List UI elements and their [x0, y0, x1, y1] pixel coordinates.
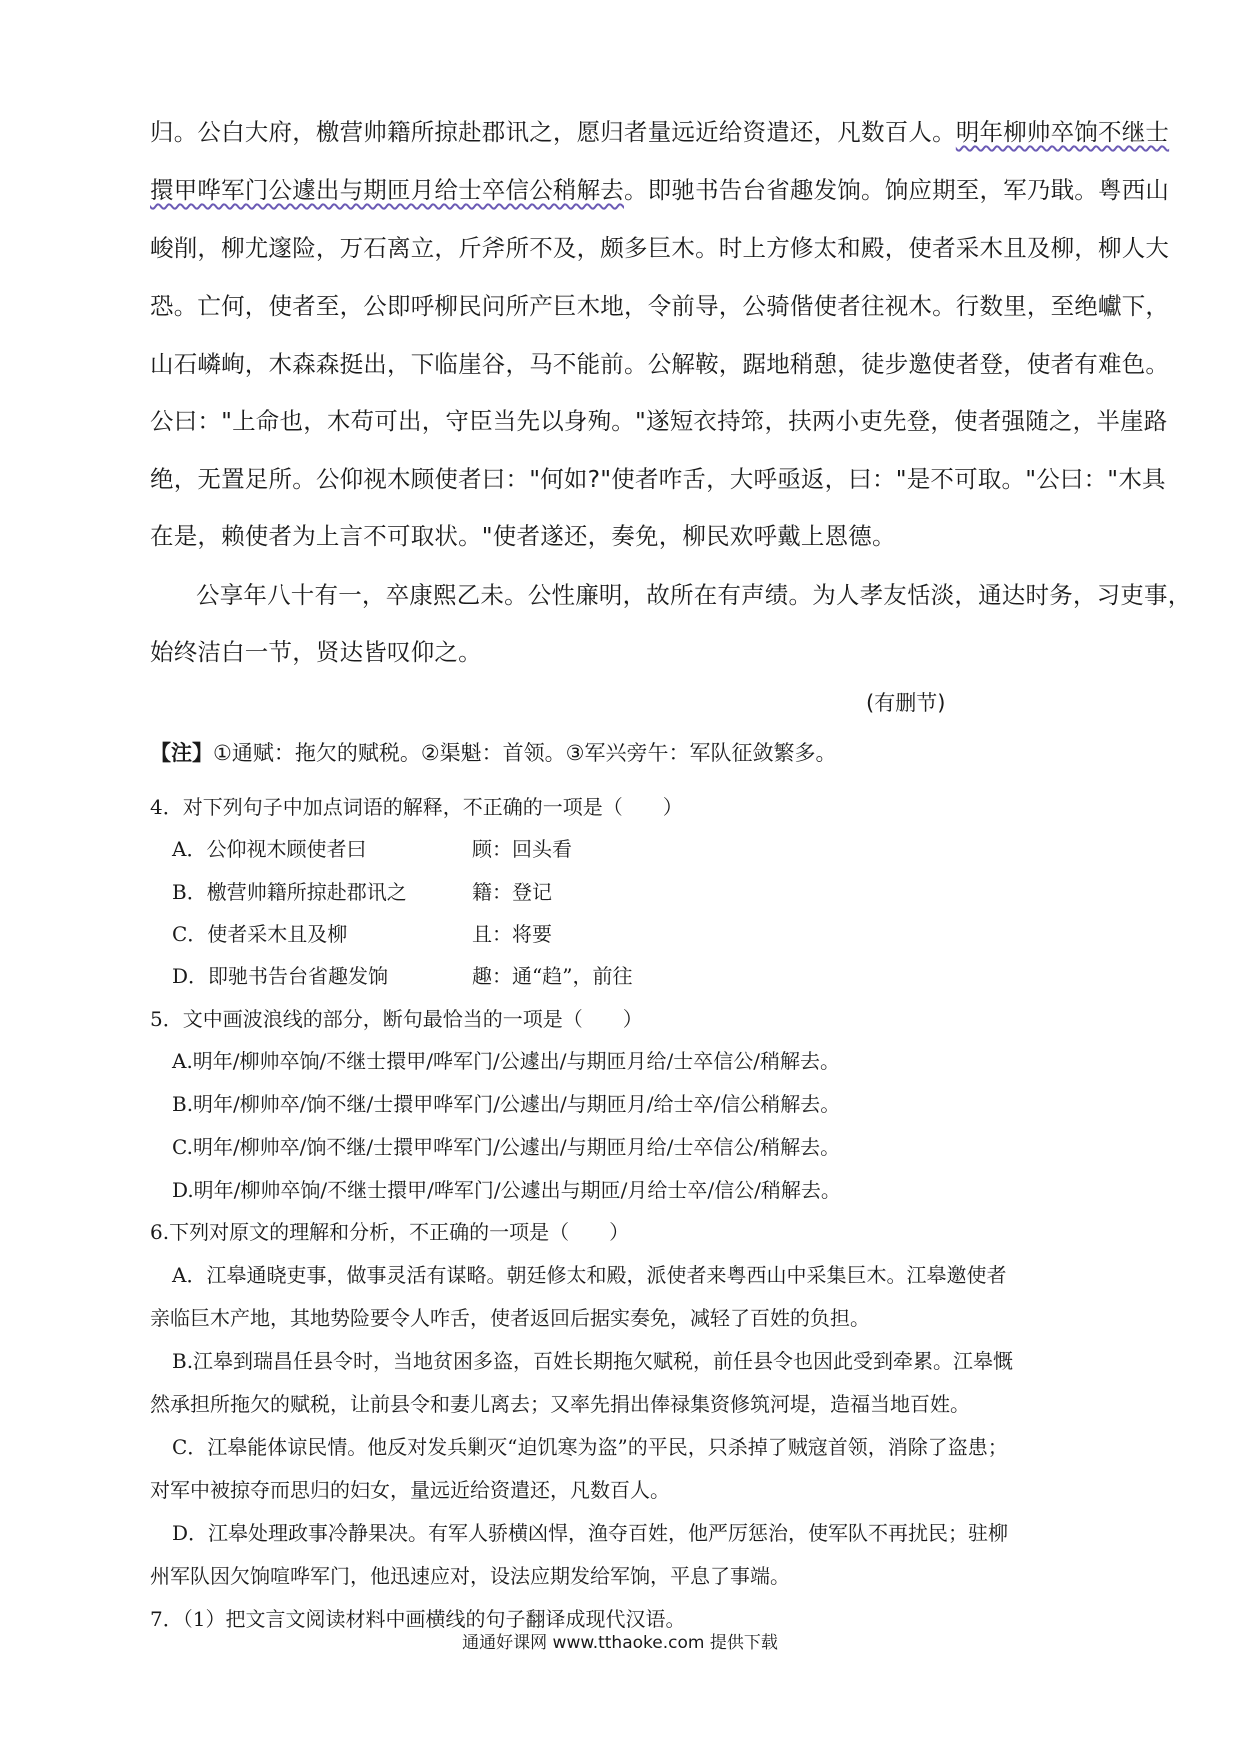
question-6-option-d-line-2: 州军队因欠饷喧哗军门，他迅速应对，设法应期发给军饷，平息了事端。	[150, 1564, 790, 1588]
question-4-option-c-explain: 且：将要	[472, 922, 552, 946]
passage-line-6: 公曰："上命也，木苟可出，守臣当先以身殉。"遂短衣持筇，扶两小吏先登，使者强随之，半崖路	[150, 407, 1168, 435]
passage-line-8: 在是，赖使者为上言不可取状。"使者遂还，奏免，柳民欢呼戴上恩德。	[150, 522, 896, 550]
question-4-option-d-explain: 趣：通“趋”，前往	[472, 964, 633, 988]
question-4-option-b: B．檄营帅籍所掠赴郡讯之	[172, 880, 407, 904]
question-4-option-a: A．公仰视木顾使者曰	[172, 837, 367, 861]
passage-line-2	[150, 175, 1170, 205]
question-4-option-b-explain: 籍：登记	[472, 880, 552, 904]
question-4-stem: 4．对下列句子中加点词语的解释，不正确的一项是（ ）	[150, 795, 683, 819]
passage-para2-line-2: 始终洁白一节，贤达皆叹仰之。	[150, 638, 482, 666]
question-5-option-d: D.明年/柳帅卒饷/不继士擐甲/哗军门/公遽出与期匝/月给士卒/信公/稍解去。	[172, 1178, 841, 1202]
wavy-underlined-text: 明年柳帅卒饷不继士	[955, 118, 1170, 146]
question-4-option-d: D．即驰书告台省趣发饷	[172, 964, 389, 988]
passage-line-3: 峻削，柳尤邃险，万石离立，斤斧所不及，颇多巨木。时上方修太和殿，使者采木且及柳，柳人大	[150, 234, 1170, 262]
question-4-option-a-explain: 顾：回头看	[472, 837, 572, 861]
footnote	[150, 738, 836, 768]
page-footer: 通通好课网 www.tthaoke.com 提供下载	[462, 1633, 778, 1653]
question-6-option-b-line-1: B.江皋到瑞昌任县令时，当地贫困多盗，百姓长期拖欠赋税，前任县令也因此受到牵累。江皋慨	[172, 1349, 1014, 1373]
question-5-option-b: B.明年/柳帅卒/饷不继/士擐甲哗军门/公遽出/与期匝月/给士卒/信公稍解去。	[172, 1092, 841, 1116]
passage-line-1	[150, 117, 1170, 147]
question-6-option-a-line-2: 亲临巨木产地，其地势险要令人咋舌，使者返回后据实奏免，减轻了百姓的负担。	[150, 1306, 870, 1330]
question-5-option-c: C.明年/柳帅卒/饷不继/士擐甲哗军门/公遽出/与期匝月给/士卒信公/稍解去。	[172, 1135, 841, 1159]
question-6-option-d-line-1: D．江皋处理政事冷静果决。有军人骄横凶悍，渔夺百姓，他严厉惩治，使军队不再扰民；驻柳	[172, 1521, 1009, 1545]
question-4-option-c: C．使者采木且及柳	[172, 922, 348, 946]
passage-line-4: 恐。亡何，使者至，公即呼柳民问所产巨木地，令前导，公骑偕使者往视木。行数里，至绝巘下，	[150, 292, 1170, 320]
footnote-text: ①通赋：拖欠的赋税。②渠魁：首领。③军兴旁午：军队征敛繁多。	[213, 741, 837, 765]
passage-text: 归。公白大府，檄营帅籍所掠赴郡讯之，愿归者量远近给资遣还，凡数百人。	[150, 118, 956, 146]
passage-line-5: 山石嶙峋，木森森挺出，下临崖谷，马不能前。公解鞍，踞地稍憩，徒步邀使者登，使者有难色。	[150, 350, 1170, 378]
question-6-option-c-line-1: C．江皋能体谅民情。他反对发兵剿灭“迫饥寒为盗”的平民，只杀掉了贼寇首领，消除了盗患；	[172, 1435, 1008, 1459]
question-6-stem: 6.下列对原文的理解和分析，不正确的一项是（ ）	[150, 1220, 630, 1244]
passage-text: 。即驰书告台省趣发饷。饷应期至，军乃戢。粤西山	[624, 176, 1170, 204]
question-5-option-a: A.明年/柳帅卒饷/不继士擐甲/哗军门/公遽出/与期匝月给/士卒信公/稍解去。	[172, 1049, 840, 1073]
question-6-option-b-line-2: 然承担所拖欠的赋税，让前县令和妻儿离去；又率先捐出俸禄集资修筑河堤，造福当地百姓。	[150, 1392, 970, 1416]
source-note: (有删节)	[866, 691, 946, 715]
question-7-stem: 7．（1）把文言文阅读材料中画横线的句子翻译成现代汉语。	[150, 1607, 686, 1631]
footnote-label: 【注】	[150, 741, 213, 765]
question-5-stem: 5．文中画波浪线的部分，断句最恰当的一项是（ ）	[150, 1007, 643, 1031]
passage-para2-line-1: 公享年八十有一，卒康熙乙未。公性廉明，故所在有声绩。为人孝友恬淡，通达时务，习吏事，	[196, 581, 1192, 609]
passage-line-7: 绝，无置足所。公仰视木顾使者曰："何如?"使者咋舌，大呼亟返，曰："是不可取。"公曰："木具	[150, 465, 1166, 493]
wavy-underlined-text: 擐甲哗军门公遽出与期匝月给士卒信公稍解去	[150, 176, 624, 204]
question-6-option-c-line-2: 对军中被掠夺而思归的妇女，量远近给资遣还，凡数百人。	[150, 1478, 670, 1502]
question-6-option-a-line-1: A．江皋通晓吏事，做事灵活有谋略。朝廷修太和殿，派使者来粤西山中采集巨木。江皋邀使者	[172, 1263, 1007, 1287]
